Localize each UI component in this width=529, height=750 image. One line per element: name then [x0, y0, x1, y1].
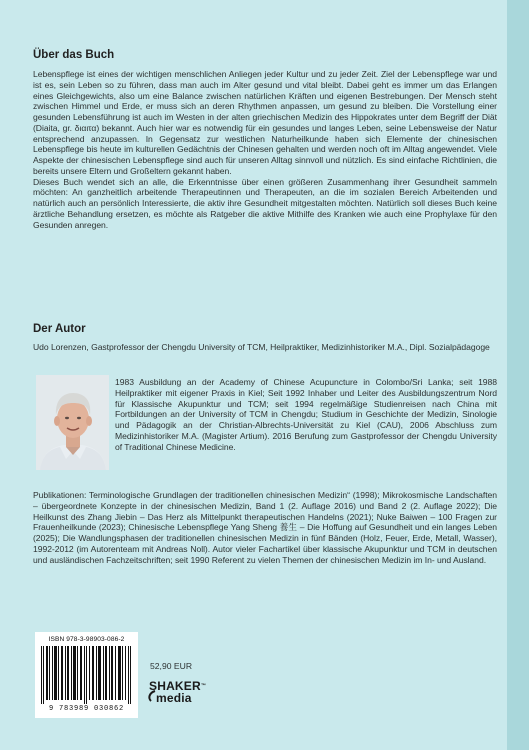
- isbn-label: ISBN 978-3-98903-086-2: [48, 636, 125, 643]
- publisher-name-line2: media: [156, 691, 192, 705]
- trademark-symbol: ™: [200, 683, 207, 689]
- spine-strip: [507, 0, 529, 750]
- section-heading-about-book: Über das Buch: [33, 49, 115, 61]
- publisher-name-line1: SHAKER: [149, 679, 201, 693]
- author-photo: [36, 375, 109, 470]
- publisher-logo: [149, 680, 209, 716]
- price: 52,90 EUR: [150, 661, 193, 671]
- barcode-bars: [41, 646, 132, 704]
- about-paragraph: Lebenspflege ist eines der wichtigen menschlichen Anliegen jeder Kultur und zu jeder Zeit. Ziel der Lebenspflege war und ist es, sein Leben so zu führen, dass man auch im Alter gesund und vital bleibt. Dabei geht es immer um das Erlangen eines Gleichgewichts, also um eine Balance zwischen natürlichen Kräften und eigenen Bestrebungen. Der Mensch steht zwischen Himmel und Erde, er muss sich an deren Rhythmen anpassen, um gesund zu bleiben. Die Vorstellung einer gesunden Lebensführung ist auch im Westen in der alten griechischen Medizin des Hippokrates unter dem Begriff der Diät (Diaita, gr. διαιτα) bekannt. Auch hier war es notwendig für ein gesundes und langes Leben, seine Lebensweise der Natur entsprechend anzupassen. In Gegensatz zur westlichen Naturheilkunde haben sich Elemente der chinesischen Lebenspflege bis heute im kulturellen Gedächtnis der Chinesen gehalten und werden noch oft im Alltag angewendet. Viele Aspekte der chinesischen Lebenspflege sind auch für unseren Alltag sinnvoll und nützlich. Es sind einfache Richtlinien, die bereits unsere Eltern und Großeltern gekannt haben.: [33, 69, 497, 176]
- author-bio: 1983 Ausbildung an der Academy of Chinese Acupuncture in Colombo/Sri Lanka; seit 1988 Heilpraktiker mit eigener Praxis in Kiel; Seit 1992 Inhaber und Leiter des Ausbildungszentrum Nord für Klassische Akupunktur und TCM; seit 1994 regelmäßige Studienreisen nach China mit Fortbildungen an der University of TCM in Chengdu; Studium in Geschichte der Medizin, Sinologie und Pädagogik an der Christian-Albrechts-Universität zu Kiel (CAU), 2006 Abschluss zum Medizinhistoriker M.A. (Magister Artium). 2016 Berufung zum Gastprofessor der Chengdu University of Traditional Chinese Medicine.: [115, 377, 497, 452]
- about-book-text: [33, 69, 497, 230]
- about-paragraph: Dieses Buch wendet sich an alle, die Erkenntnisse über einen größeren Zusammenhang ihrer Gesundheit sammeln möchten: An ganzheitlich arbeitende Therapeutinnen und Therapeuten, an die im sozialen Bereich Arbeitenden und natürlich auch an persönlich Interessierte, die aktiv ihre Gesundheit mitgestalten möchten. Natürlich soll dieses Buch keine ärztliche Behandlung ersetzen, es möchte als Ratgeber die aktive Mithilfe des Kranken wie auch eine Prophylaxe für den Gesunden anregen.: [33, 176, 497, 230]
- isbn-barcode: [35, 632, 138, 718]
- author-intro: Udo Lorenzen, Gastprofessor der Chengdu University of TCM, Heilpraktiker, Medizinhistoriker M.A., Dipl. Sozialpädagoge: [33, 342, 490, 352]
- author-portrait-image: [36, 375, 109, 470]
- author-publications: Publikationen: Terminologische Grundlagen der traditionellen chinesischen Medizin“ (1998); Mikrokosmische Landschaften – übergeordnete Konzepte in der chinesischen Medizin, Band 1 (2. Auflage 2016) und Band 2 (2. Auflage 2022); Die Heilkunst des Zhang Jiebin – Das Herz als Mittelpunkt therapeutischen Handelns (2021); Nuke Baiwen – 100 Fragen zur Frauenheilkunde (2023); Chinesische Lebenspflege Yang Sheng 養生 – Die Hoffung auf Gesundheit und ein langes Leben (2025); Die Wandlungsphasen der traditionellen chinesischen Medizin in fünf Bänden (Holz, Feuer, Erde, Metall, Wasser), 1992-2012 (im Autorenteam mit Andreas Noll). Autor vieler Fachartikel über klassische Akupunktur und TCM in deutschen und ausländischen Fachzeitschriften; seit 1990 Referent zu vielen Themen der chinesischen Medizin im In- und Ausland.: [33, 490, 497, 565]
- section-heading-author: Der Autor: [33, 323, 86, 335]
- publisher-swoosh-icon: [147, 690, 157, 702]
- barcode-digits: 9 783989 030862: [48, 705, 124, 713]
